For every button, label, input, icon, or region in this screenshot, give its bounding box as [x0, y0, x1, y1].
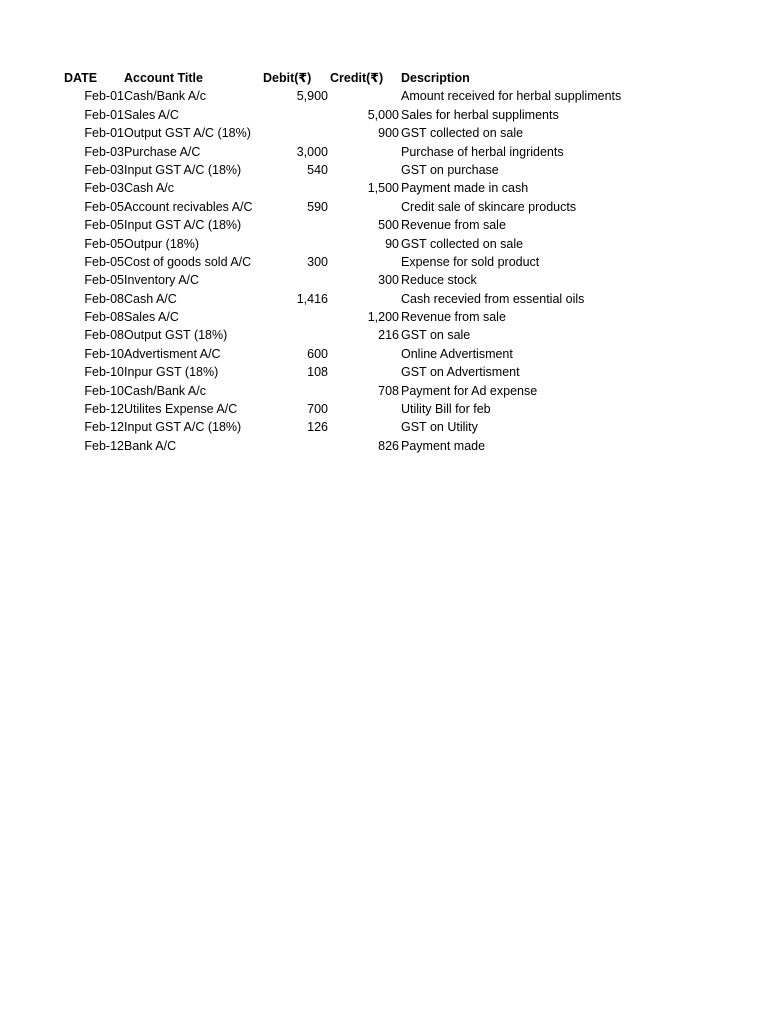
row-account-title: Input GST A/C (18%)	[124, 162, 242, 177]
row-account-title: Sales A/C	[124, 310, 179, 325]
row-date: Feb-05	[84, 199, 124, 214]
row-description: Amount received for herbal suppliments	[401, 89, 622, 104]
row-account-title: Bank A/C	[124, 438, 177, 453]
row-credit: 1,500	[367, 181, 399, 196]
table-row	[60, 106, 720, 124]
row-account-title: Inventory A/C	[124, 273, 200, 288]
row-date: Feb-10	[84, 346, 124, 361]
row-description: Sales for herbal suppliments	[401, 107, 559, 122]
row-debit: 700	[307, 402, 328, 417]
table-row	[60, 418, 720, 436]
row-date: Feb-12	[84, 402, 124, 417]
table-row	[60, 235, 720, 253]
row-account-title: Account recivables A/C	[124, 199, 253, 214]
row-description: GST on purchase	[401, 162, 499, 177]
row-description: Online Advertisment	[401, 346, 513, 361]
row-debit: 590	[307, 199, 328, 214]
row-credit: 90	[385, 236, 399, 251]
row-description: Payment made in cash	[401, 181, 529, 196]
row-description: Revenue from sale	[401, 310, 506, 325]
table-row	[60, 271, 720, 289]
header-row	[60, 69, 720, 87]
row-account-title: Advertisment A/C	[124, 346, 221, 361]
journal-rows	[60, 87, 720, 455]
row-credit: 826	[378, 438, 399, 453]
header-description: Description	[401, 71, 470, 85]
row-credit: 708	[378, 383, 399, 398]
row-description: Purchase of herbal ingridents	[401, 144, 564, 159]
row-account-title: Input GST A/C (18%)	[124, 420, 242, 435]
row-description: Expense for sold product	[401, 254, 540, 269]
table-row	[60, 124, 720, 142]
table-row	[60, 363, 720, 381]
row-debit: 300	[307, 254, 328, 269]
row-account-title: Output GST (18%)	[124, 328, 228, 343]
row-date: Feb-01	[84, 126, 124, 141]
row-date: Feb-03	[84, 181, 124, 196]
row-account-title: Sales A/C	[124, 107, 179, 122]
row-debit: 1,416	[296, 291, 328, 306]
row-account-title: Outpur (18%)	[124, 236, 200, 251]
row-description: Payment made	[401, 438, 486, 453]
row-description: Payment for Ad expense	[401, 383, 538, 398]
row-description: Cash recevied from essential oils	[401, 291, 585, 306]
row-debit: 540	[307, 162, 328, 177]
table-row	[60, 400, 720, 418]
row-account-title: Cash/Bank A/c	[124, 89, 206, 104]
table-row	[60, 179, 720, 197]
table-row	[60, 290, 720, 308]
table-row	[60, 143, 720, 161]
journal-sheet	[60, 69, 720, 455]
row-account-title: Input GST A/C (18%)	[124, 218, 242, 233]
row-description: GST on sale	[401, 328, 471, 343]
row-account-title: Output GST A/C (18%)	[124, 126, 251, 141]
row-credit: 900	[378, 126, 399, 141]
row-debit: 3,000	[296, 144, 328, 159]
table-row	[60, 345, 720, 363]
row-debit: 600	[307, 346, 328, 361]
table-row	[60, 308, 720, 326]
row-description: Reduce stock	[401, 273, 477, 288]
row-date: Feb-01	[84, 107, 124, 122]
row-account-title: Cash A/c	[124, 181, 175, 196]
header-debit: Debit(₹)	[263, 71, 312, 85]
row-credit: 216	[378, 328, 399, 343]
row-account-title: Purchase A/C	[124, 144, 201, 159]
row-date: Feb-12	[84, 420, 124, 435]
row-account-title: Cash A/C	[124, 291, 177, 306]
row-account-title: Utilites Expense A/C	[124, 402, 238, 417]
table-row	[60, 253, 720, 271]
row-description: Credit sale of skincare products	[401, 199, 577, 214]
row-description: Utility Bill for feb	[401, 402, 491, 417]
row-description: Revenue from sale	[401, 218, 506, 233]
row-date: Feb-08	[84, 328, 124, 343]
row-debit: 108	[307, 365, 328, 380]
header-account-title: Account Title	[124, 71, 203, 85]
row-credit: 300	[378, 273, 399, 288]
row-account-title: Cash/Bank A/c	[124, 383, 206, 398]
table-row	[60, 216, 720, 234]
table-row	[60, 382, 720, 400]
row-date: Feb-05	[84, 236, 124, 251]
row-date: Feb-03	[84, 144, 124, 159]
row-credit: 500	[378, 218, 399, 233]
row-credit: 5,000	[367, 107, 399, 122]
row-date: Feb-03	[84, 162, 124, 177]
row-description: GST collected on sale	[401, 126, 524, 141]
row-date: Feb-05	[84, 273, 124, 288]
table-row	[60, 326, 720, 344]
row-date: Feb-05	[84, 218, 124, 233]
row-account-title: Cost of goods sold A/C	[124, 254, 252, 269]
row-date: Feb-10	[84, 383, 124, 398]
row-description: GST on Advertisment	[401, 365, 520, 380]
row-credit: 1,200	[367, 310, 399, 325]
row-date: Feb-10	[84, 365, 124, 380]
row-debit: 5,900	[296, 89, 328, 104]
row-description: GST on Utility	[401, 420, 478, 435]
row-debit: 126	[307, 420, 328, 435]
row-date: Feb-01	[84, 89, 124, 104]
row-date: Feb-08	[84, 291, 124, 306]
row-description: GST collected on sale	[401, 236, 524, 251]
table-row	[60, 161, 720, 179]
header-credit: Credit(₹)	[330, 71, 384, 85]
row-account-title: Inpur GST (18%)	[124, 365, 219, 380]
table-row	[60, 198, 720, 216]
table-row	[60, 437, 720, 455]
row-date: Feb-05	[84, 254, 124, 269]
table-row	[60, 87, 720, 105]
row-date: Feb-08	[84, 310, 124, 325]
header-date: DATE	[64, 71, 98, 85]
row-date: Feb-12	[84, 438, 124, 453]
